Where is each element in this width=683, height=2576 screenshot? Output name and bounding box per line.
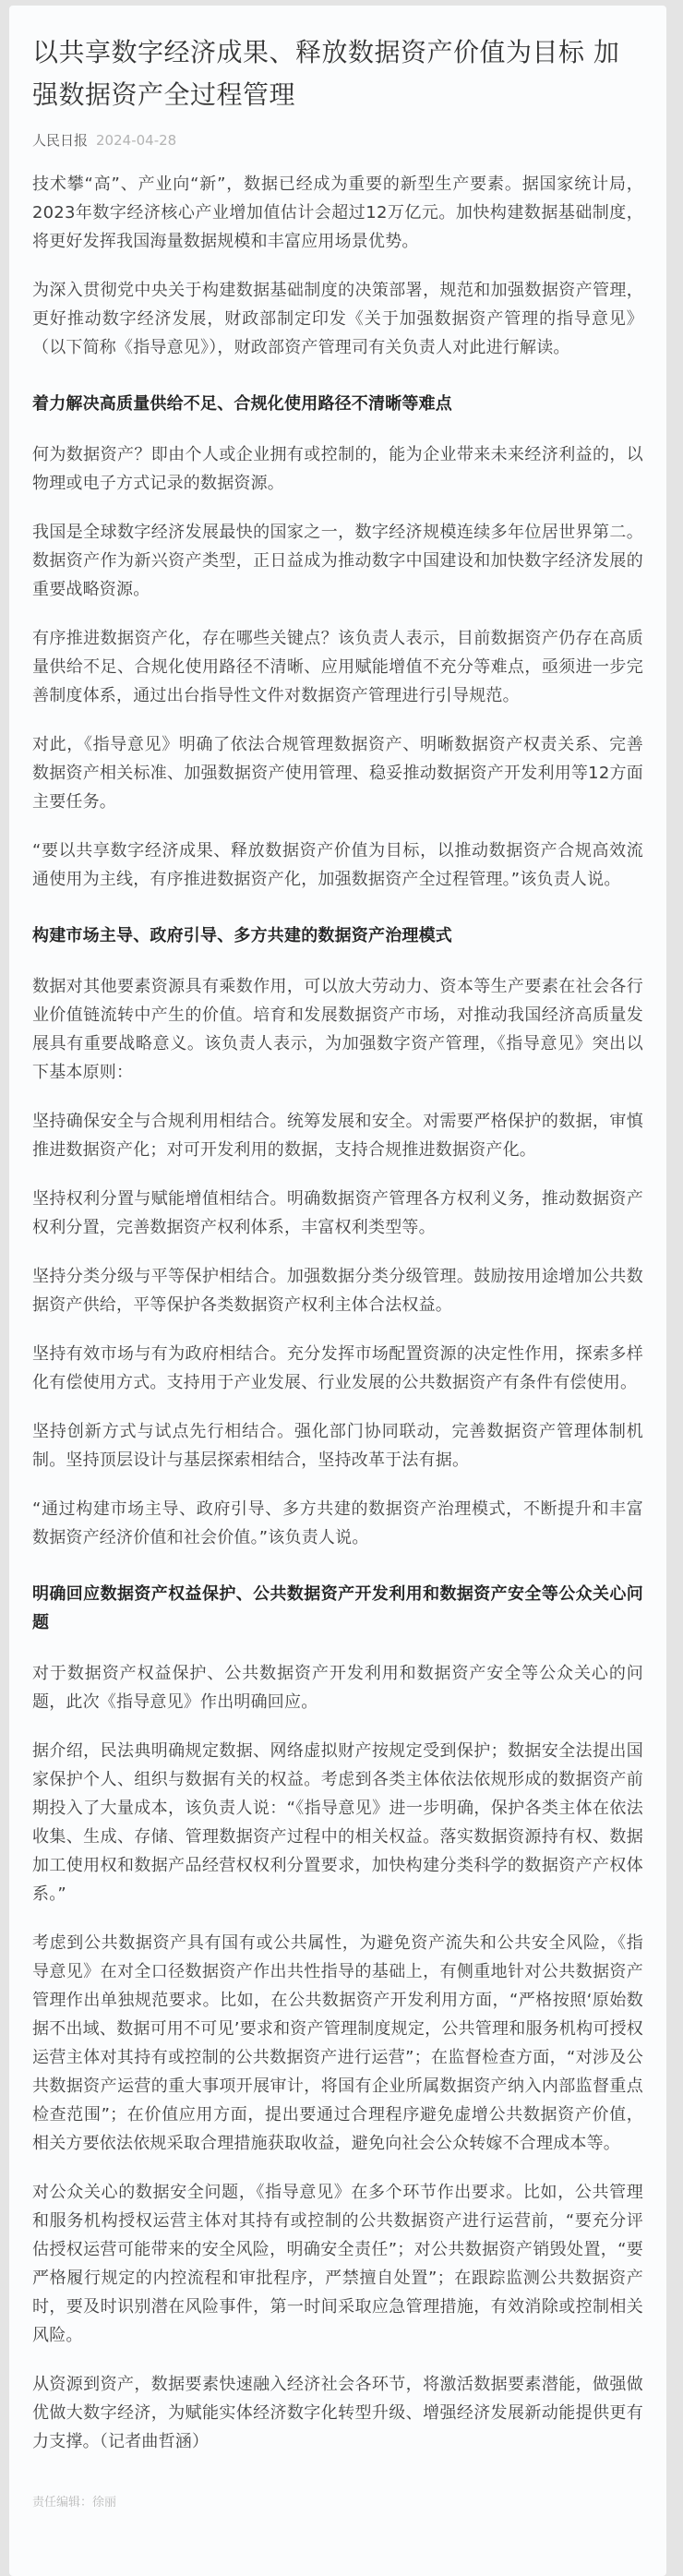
article-paragraph: 为深入贯彻党中央关于构建数据基础制度的决策部署，规范和加强数据资产管理，更好推动数字经济发展，财政部制定印发《关于加强数据资产管理的指导意见》（以下简称《指导意见》），财政部资产管理司有关负责人对此进行解读。 xyxy=(32,281,643,357)
article-source: 人民日报 xyxy=(32,132,89,149)
article-paragraph: 对此，《指导意见》明确了依法合规管理数据资产、明晰数据资产权责关系、完善数据资产相关标准、加强数据资产使用管理、稳妥推动数据资产开发利用等12方面主要任务。 xyxy=(32,735,643,812)
article-paragraph: “要以共享数字经济成果、释放数据资产价值为目标，以推动数据资产合规高效流通使用为主线，有序推进数据资产化，加强数据资产全过程管理。”该负责人说。 xyxy=(32,841,643,889)
article-paragraph: 据介绍，民法典明确规定数据、网络虚拟财产按规定受到保护；数据安全法提出国家保护个人、组织与数据有关的权益。考虑到各类主体依法依规形成的数据资产前期投入了大量成本，该负责人说：“《指导意见》进一步明确，保护各类主体在依法收集、生成、存储、管理数据资产过程中的相关权益。落实数据资源持有权、数据加工使用权和数据产品经营权权利分置要求，加快构建分类科学的数据资产产权体系。” xyxy=(32,1741,643,1904)
article-meta xyxy=(32,131,643,150)
article-paragraph: 对于数据资产权益保护、公共数据资产开发利用和数据资产安全等公众关心的问题，此次《指导意见》作出明确回应。 xyxy=(32,1664,643,1712)
article-paragraph: “通过构建市场主导、政府引导、多方共建的数据资产治理模式，不断提升和丰富数据资产经济价值和社会价值。”该负责人说。 xyxy=(32,1499,643,1547)
article-paragraph: 从资源到资产，数据要素快速融入经济社会各环节，将激活数据要素潜能，做强做优做大数字经济，为赋能实体经济数字化转型升级、增强经济发展新动能提供更有力支撑。（记者曲哲涵） xyxy=(32,2375,643,2451)
page xyxy=(0,6,683,2576)
article-paragraph: 考虑到公共数据资产具有国有或公共属性，为避免资产流失和公共安全风险，《指导意见》在对全口径数据资产作出共性指导的基础上，有侧重地针对公共数据资产管理作出单独规范要求。比如，在公共数据资产开发利用方面，“严格按照‘原始数据不出域、数据可用不可见’要求和资产管理制度规定，公共管理和服务机构可授权运营主体对其持有或控制的公共数据资产进行运营”；在监督检查方面，“对涉及公共数据资产运营的重大事项开展审计，将国有企业所属数据资产纳入内部监督重点检查范围”；在价值应用方面，提出要通过合理程序避免虚增公共数据资产价值，相关方要依法依规采取合理措施获取收益，避免向社会公众转嫁不合理成本等。 xyxy=(32,1933,643,2153)
article-card xyxy=(9,6,666,2576)
article-paragraph: 技术攀“高”、产业向“新”，数据已经成为重要的新型生产要素。据国家统计局，2023年数字经济核心产业增加值估计会超过12万亿元。加快构建数据基础制度，将更好发挥我国海量数据规模和丰富应用场景优势。 xyxy=(32,175,643,251)
article-date: 2024-04-28 xyxy=(96,132,177,149)
article-paragraph: 坚持创新方式与试点先行相结合。强化部门协同联动，完善数据资产管理体制机制。坚持顶层设计与基层探索相结合，坚持改革于法有据。 xyxy=(32,1422,643,1470)
article-paragraph: 有序推进数据资产化，存在哪些关键点？该负责人表示，目前数据资产仍存在高质量供给不足、合规化使用路径不清晰、应用赋能增值不充分等难点，亟须进一步完善制度体系，通过出台指导性文件对数据资产管理进行引导规范。 xyxy=(32,629,643,705)
article-body xyxy=(32,170,643,2456)
section-heading: 着力解决高质量供给不足、合规化使用路径不清晰等难点 xyxy=(32,394,452,414)
article-paragraph: 数据对其他要素资源具有乘数作用，可以放大劳动力、资本等生产要素在社会各行业价值链流转中产生的价值。培育和发展数据资产市场，对推动我国经济高质量发展具有重要战略意义。该负责人表示，为加强数字资产管理，《指导意见》突出以下基本原则： xyxy=(32,977,643,1082)
editor-name: 徐丽 xyxy=(92,2496,117,2510)
article-paragraph: 何为数据资产？即由个人或企业拥有或控制的，能为企业带来未来经济利益的，以物理或电子方式记录的数据资源。 xyxy=(32,445,643,493)
article-paragraph: 对公众关心的数据安全问题，《指导意见》在多个环节作出要求。比如，公共管理和服务机构授权运营主体对其持有或控制的公共数据资产进行运营前，“要充分评估授权运营可能带来的安全风险，明确安全责任”；对公共数据资产销毁处置，“要严格履行规定的内控流程和审批程序，严禁擅自处置”；在跟踪监测公共数据资产时，要及时识别潜在风险事件，第一时间采取应急管理措施，有效消除或控制相关风险。 xyxy=(32,2183,643,2345)
article-paragraph: 我国是全球数字经济发展最快的国家之一，数字经济规模连续多年位居世界第二。数据资产作为新兴资产类型，正日益成为推动数字中国建设和加快数字经济发展的重要战略资源。 xyxy=(32,523,643,599)
section-heading: 构建市场主导、政府引导、多方共建的数据资产治理模式 xyxy=(32,926,452,945)
article-paragraph: 坚持有效市场与有为政府相结合。充分发挥市场配置资源的决定性作用，探索多样化有偿使用方式。支持用于产业发展、行业发展的公共数据资产有条件有偿使用。 xyxy=(32,1344,643,1392)
article-paragraph: 坚持分类分级与平等保护相结合。加强数据分类分级管理。鼓励按用途增加公共数据资产供给，平等保护各类数据资产权利主体合法权益。 xyxy=(32,1267,643,1315)
article-paragraph: 坚持确保安全与合规利用相结合。统筹发展和安全。对需要严格保护的数据，审慎推进数据资产化；对可开发利用的数据，支持合规推进数据资产化。 xyxy=(32,1112,643,1160)
article-footer xyxy=(32,2495,643,2511)
article-title: 以共享数字经济成果、释放数据资产价值为目标 加强数据资产全过程管理 xyxy=(32,37,620,110)
article-paragraph: 坚持权利分置与赋能增值相结合。明确数据资产管理各方权利义务，推动数据资产权利分置，完善数据资产权利体系，丰富权利类型等。 xyxy=(32,1189,643,1237)
section-heading: 明确回应数据资产权益保护、公共数据资产开发利用和数据资产安全等公众关心问题 xyxy=(32,1584,643,1632)
editor-label: 责任编辑： xyxy=(32,2496,93,2510)
